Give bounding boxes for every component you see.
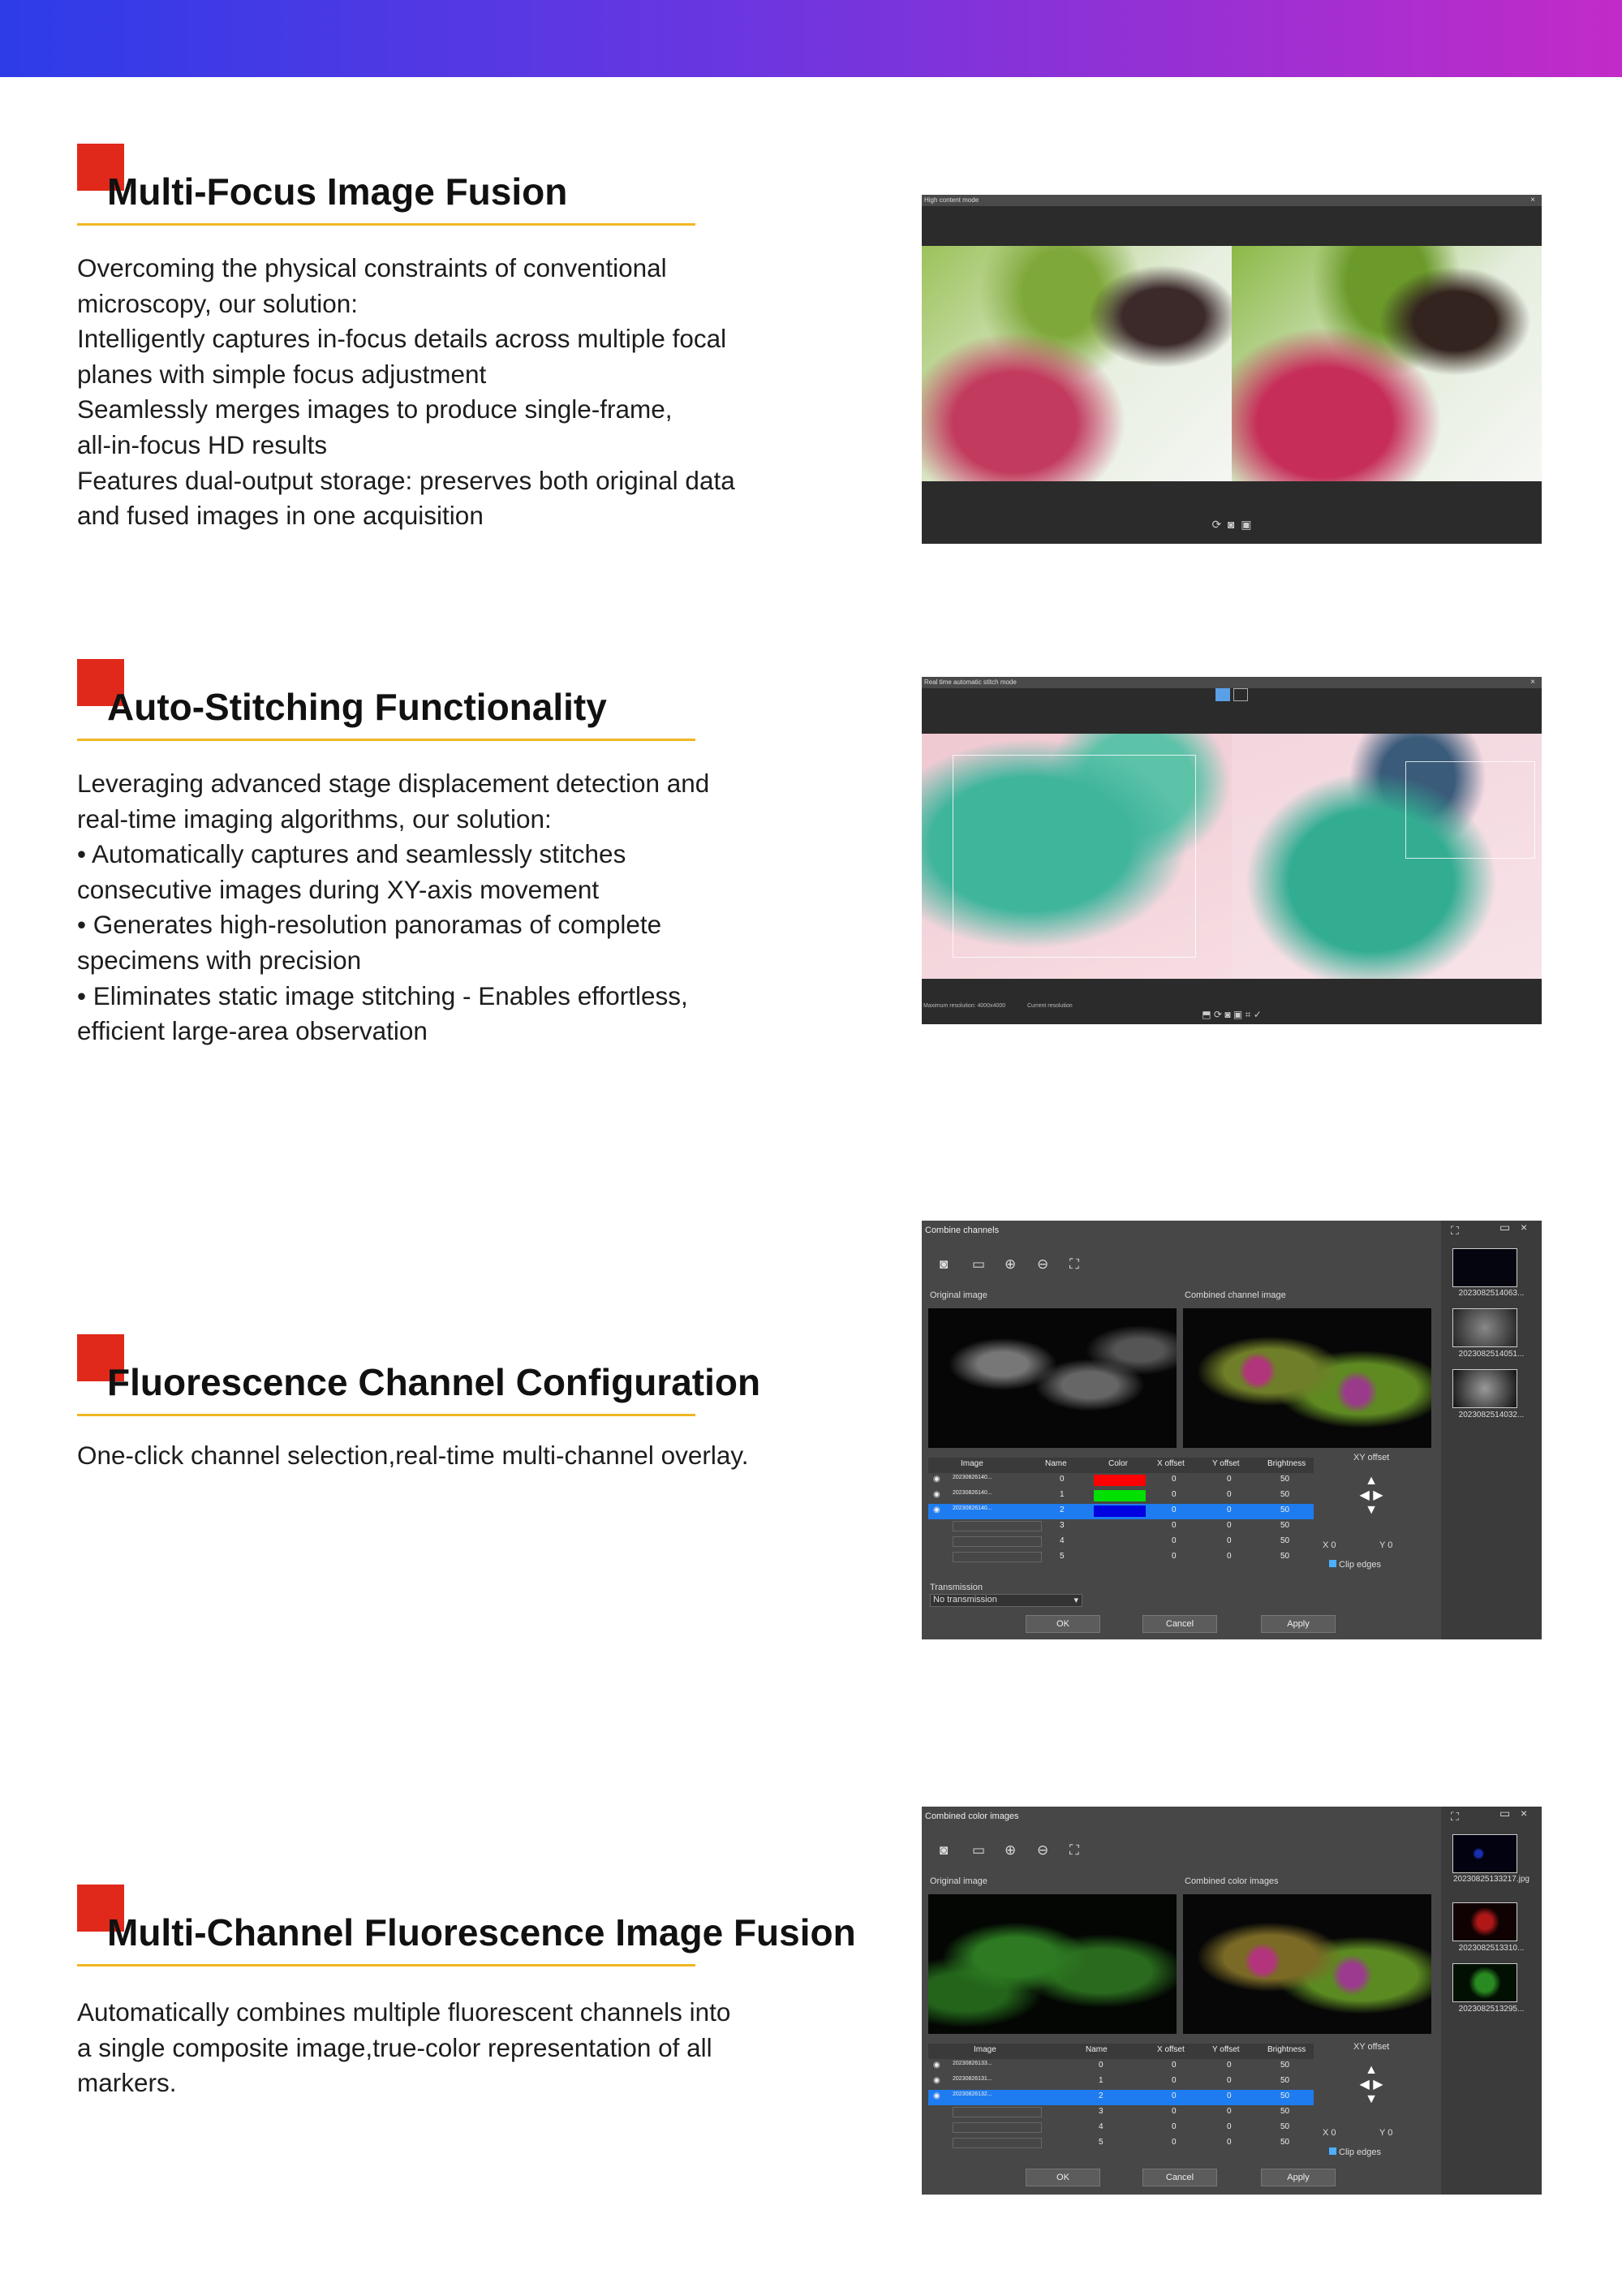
column-header: Brightness — [1267, 2045, 1306, 2054]
combined-image-label: Combined color images — [1185, 1876, 1279, 1886]
body-line: • Generates high-resolution panoramas of complete — [77, 910, 662, 940]
file-select[interactable]: 20230826132... — [953, 2091, 992, 2097]
checkbox-checked-icon — [1329, 1560, 1336, 1567]
thumbnail-label: 2023082514051... — [1458, 1350, 1525, 1359]
section-body — [77, 766, 807, 1049]
resolution-label: Maximum resolution: 4000x4000 — [923, 1003, 1006, 1009]
body-line: • Automatically captures and seamlessly stitches — [77, 839, 626, 869]
heading-underline — [77, 223, 695, 226]
brightness: 50 — [1280, 1475, 1290, 1484]
column-header: Image — [961, 1459, 983, 1468]
body-line: microscopy, our solution: — [77, 288, 359, 318]
column-header: Brightness — [1267, 1459, 1306, 1468]
xy-offset-label: XY offset — [1353, 2042, 1390, 2052]
body-line: real-time imaging algorithms, our solution: — [77, 803, 552, 834]
brightness: 50 — [1280, 1536, 1290, 1545]
stitched-panorama — [1232, 734, 1542, 979]
color-swatch-red[interactable] — [1094, 1475, 1146, 1486]
video-icon[interactable]: ▭ — [972, 1842, 986, 1858]
x-offset: 0 — [1172, 1506, 1177, 1514]
xy-offset-label: XY offset — [1353, 1453, 1390, 1462]
table-row[interactable] — [928, 1473, 1314, 1488]
x-offset: 0 — [1172, 1521, 1177, 1530]
channel-name: 0 — [1060, 1475, 1065, 1484]
body-line: Features dual-output storage: preserves both original data — [77, 465, 735, 495]
section-title: Multi-Focus Image Fusion — [107, 170, 568, 213]
capture-controls — [922, 518, 1542, 532]
body-line: Leveraging advanced stage displacement detection and — [77, 769, 710, 798]
cancel-button[interactable]: Cancel — [1142, 1615, 1217, 1633]
channel-name: 4 — [1060, 1536, 1065, 1545]
body-line: • Eliminates static image stitching - Enables effortless, — [77, 980, 688, 1010]
combine-channels-window — [922, 1221, 1542, 1639]
tissue-live-view — [922, 734, 1232, 979]
y-offset-spinner[interactable]: Y 0 — [1379, 2128, 1393, 2138]
window-title: Combined color images — [925, 1811, 1019, 1821]
combined-channel-image — [1183, 1308, 1431, 1448]
column-header: Y offset — [1212, 2045, 1240, 2054]
maximize-icon[interactable]: ▭ — [1499, 1807, 1511, 1820]
table-row-selected[interactable] — [928, 1504, 1314, 1519]
body-line: specimens with precision — [77, 945, 362, 975]
x-offset-spinner[interactable]: X 0 — [1323, 2128, 1336, 2138]
x-offset: 0 — [1172, 1552, 1177, 1561]
body-line: Overcoming the physical constraints of conventional — [77, 253, 667, 282]
stitch-controls — [922, 1009, 1542, 1021]
file-select[interactable]: 20230826140... — [953, 1506, 992, 1511]
thumbnail-image[interactable] — [1452, 1963, 1517, 2002]
original-image-label: Original image — [930, 1290, 987, 1300]
camera-icon[interactable]: ◙ — [940, 1842, 949, 1858]
channel-name: 2 — [1099, 2091, 1104, 2100]
thumbnail-image[interactable] — [1452, 1834, 1517, 1873]
crop-icon[interactable]: ⌗ — [1245, 1009, 1251, 1020]
y-offset: 0 — [1227, 1536, 1232, 1545]
section-title: Auto-Stitching Functionality — [107, 686, 607, 728]
column-header: X offset — [1157, 2045, 1185, 2054]
thumbnail-label: 2023082513295... — [1458, 2005, 1525, 2014]
window-title: High content mode — [924, 196, 979, 204]
thumbnail-image[interactable] — [1452, 1369, 1517, 1408]
auto-stitch-screenshot — [922, 677, 1542, 1024]
current-resolution-label: Current resolution — [1027, 1003, 1073, 1009]
channel-name: 4 — [1099, 2122, 1104, 2131]
clip-edges-checkbox[interactable] — [1329, 1560, 1381, 1570]
y-offset: 0 — [1227, 2107, 1232, 2116]
body-line: Seamlessly merges images to produce single-frame, — [77, 394, 673, 424]
top-gradient-banner — [0, 0, 1622, 77]
refresh-icon[interactable]: ⟳ — [1213, 1009, 1222, 1020]
xy-arrow-pad[interactable]: ▲ ◀ ▶ ▼ — [1359, 1474, 1383, 1517]
combined-color-window — [922, 1807, 1542, 2195]
table-row[interactable] — [928, 1535, 1314, 1550]
eye-icon[interactable]: ◉ — [933, 1506, 940, 1514]
transmission-value: No transmission — [933, 1595, 997, 1605]
maximize-icon[interactable]: ▭ — [1499, 1221, 1511, 1234]
check-icon[interactable]: ✓ — [1253, 1009, 1262, 1020]
zoom-out-icon[interactable]: ⊖ — [1037, 1842, 1049, 1858]
y-offset: 0 — [1227, 1521, 1232, 1530]
file-select[interactable] — [953, 2122, 1042, 2133]
file-select[interactable] — [953, 1521, 1042, 1531]
file-select[interactable] — [953, 1552, 1042, 1562]
transmission-label: Transmission — [930, 1583, 983, 1592]
eye-icon[interactable]: ◉ — [933, 2091, 940, 2100]
combined-color-image — [1183, 1894, 1431, 2034]
column-header: Color — [1108, 1459, 1128, 1468]
refresh-icon[interactable]: ⟳ — [1211, 518, 1222, 531]
channel-name: 2 — [1060, 1506, 1065, 1514]
x-offset: 0 — [1172, 2091, 1177, 2100]
x-offset: 0 — [1172, 2138, 1177, 2147]
y-offset: 0 — [1227, 1490, 1232, 1499]
table-row[interactable] — [928, 1488, 1314, 1504]
color-swatch-green[interactable] — [1094, 1490, 1146, 1501]
eye-icon[interactable]: ◉ — [933, 2076, 940, 2085]
focus-fusion-screenshot — [922, 195, 1542, 544]
body-line: efficient large-area observation — [77, 1016, 428, 1046]
x-offset: 0 — [1172, 2122, 1177, 2131]
body-line: planes with simple focus adjustment — [77, 359, 487, 389]
zoom-in-icon[interactable]: ⊕ — [1005, 1842, 1017, 1858]
channel-name: 1 — [1060, 1490, 1065, 1499]
window-titlebar — [922, 677, 1542, 688]
x-offset: 0 — [1172, 2061, 1177, 2070]
file-select[interactable]: 20230826133... — [953, 2061, 992, 2066]
table-row[interactable] — [928, 2074, 1314, 2090]
channel-name: 5 — [1060, 1552, 1065, 1561]
body-line: Automatically combines multiple fluorescent channels into — [77, 1997, 731, 2027]
brightness: 50 — [1280, 1552, 1290, 1561]
close-icon[interactable]: × — [1530, 678, 1535, 687]
original-channel-image — [928, 1308, 1177, 1448]
image-icon[interactable]: ▣ — [1241, 518, 1252, 531]
section-title: Fluorescence Channel Configuration — [107, 1361, 761, 1403]
body-line: and fused images in one acquisition — [77, 501, 484, 531]
table-row[interactable] — [928, 1550, 1314, 1566]
eye-icon[interactable]: ◉ — [933, 1490, 940, 1499]
brightness: 50 — [1280, 2122, 1290, 2131]
x-offset: 0 — [1172, 1490, 1177, 1499]
y-offset-spinner[interactable]: Y 0 — [1379, 1540, 1393, 1550]
transmission-select[interactable] — [930, 1594, 1082, 1607]
thumbnail-label: 2023082513310... — [1458, 1944, 1525, 1953]
window-titlebar — [922, 195, 1542, 206]
close-icon[interactable]: × — [1530, 196, 1535, 205]
gallery-icon[interactable]: ⛶ — [1451, 1224, 1459, 1237]
channel-name: 0 — [1099, 2061, 1104, 2070]
table-header — [928, 2044, 1314, 2059]
x-offset: 0 — [1172, 2107, 1177, 2116]
y-offset: 0 — [1227, 2138, 1232, 2147]
column-header: X offset — [1157, 1459, 1185, 1468]
x-offset: 0 — [1172, 1475, 1177, 1484]
body-line: Intelligently captures in-focus details across multiple focal — [77, 324, 727, 354]
xy-arrow-pad[interactable]: ▲ ◀ ▶ ▼ — [1359, 2063, 1383, 2106]
channel-name: 5 — [1099, 2138, 1104, 2147]
capture-frame — [1405, 761, 1535, 859]
column-header: Y offset — [1212, 1459, 1240, 1468]
channel-name: 3 — [1060, 1521, 1065, 1530]
eye-icon[interactable]: ◉ — [933, 1475, 940, 1484]
channel-table — [928, 1458, 1314, 1563]
thumbnail-sidebar — [1441, 1221, 1542, 1639]
file-select[interactable] — [953, 1536, 1042, 1547]
zoom-out-icon[interactable]: ⊖ — [1037, 1256, 1049, 1272]
thumbnail-image[interactable] — [1452, 1308, 1517, 1347]
flower-fused-image — [1232, 246, 1542, 481]
y-offset: 0 — [1227, 1475, 1232, 1484]
file-select[interactable]: 20230826131... — [953, 2076, 992, 2082]
zoom-in-icon[interactable]: ⊕ — [1005, 1256, 1017, 1272]
section-title: Multi-Channel Fluorescence Image Fusion — [107, 1911, 856, 1954]
section-body — [77, 251, 807, 534]
brightness: 50 — [1280, 1506, 1290, 1514]
x-offset: 0 — [1172, 2076, 1177, 2085]
y-offset: 0 — [1227, 1552, 1232, 1561]
brightness: 50 — [1280, 2076, 1290, 2085]
original-color-image — [928, 1894, 1177, 2034]
thumbnail-label: 20230825133217.jpg — [1453, 1875, 1529, 1884]
heading-underline — [77, 739, 695, 741]
close-icon[interactable]: × — [1521, 1807, 1528, 1820]
ok-button[interactable]: OK — [1026, 1615, 1100, 1633]
window-title: Combine channels — [925, 1226, 1000, 1235]
body-line: consecutive images during XY-axis movement — [77, 874, 600, 904]
thumbnail-sidebar — [1441, 1807, 1542, 2195]
clip-edges-checkbox[interactable] — [1329, 2147, 1381, 2157]
body-line: One-click channel selection,real-time multi-channel overlay. — [77, 1441, 749, 1470]
x-offset: 0 — [1172, 1536, 1177, 1545]
color-swatch-blue[interactable] — [1094, 1506, 1146, 1517]
flower-original-image — [922, 246, 1232, 481]
brightness: 50 — [1280, 2061, 1290, 2070]
camera-icon[interactable]: ◙ — [1224, 1009, 1231, 1020]
chevron-down-icon: ▾ — [1073, 1596, 1078, 1605]
ok-button[interactable]: OK — [1026, 2169, 1100, 2186]
table-row-selected[interactable] — [928, 2090, 1314, 2105]
table-row[interactable] — [928, 2121, 1314, 2136]
section-body — [77, 1995, 807, 2101]
brightness: 50 — [1280, 2091, 1290, 2100]
file-select[interactable]: 20230826140... — [953, 1475, 992, 1480]
column-header: Image — [974, 2045, 996, 2054]
channel-name: 1 — [1099, 2076, 1104, 2085]
camera-icon[interactable]: ◙ — [940, 1256, 949, 1272]
thumbnail-label: 2023082514063... — [1458, 1289, 1525, 1298]
body-line: a single composite image,true-color representation of all — [77, 2032, 712, 2062]
original-image-label: Original image — [930, 1876, 987, 1886]
column-header: Name — [1086, 2045, 1108, 2054]
single-view-icon[interactable] — [1215, 688, 1230, 701]
x-offset-spinner[interactable]: X 0 — [1323, 1540, 1336, 1550]
eye-icon[interactable]: ◉ — [933, 2061, 940, 2070]
fit-screen-icon[interactable]: ⛶ — [1069, 1842, 1079, 1858]
apply-button[interactable]: Apply — [1261, 2169, 1336, 2186]
close-icon[interactable]: × — [1521, 1221, 1528, 1234]
clip-edges-label: Clip edges — [1339, 1560, 1381, 1570]
split-view-icon[interactable] — [1233, 688, 1248, 701]
channel-table — [928, 2044, 1314, 2149]
heading-underline — [77, 1414, 695, 1416]
file-select[interactable] — [953, 2138, 1042, 2148]
section-body — [77, 1438, 807, 1474]
heading-underline — [77, 1964, 695, 1966]
apply-button[interactable]: Apply — [1261, 1615, 1336, 1633]
table-row[interactable] — [928, 2059, 1314, 2074]
body-line: markers. — [77, 2068, 177, 2098]
clip-edges-label: Clip edges — [1339, 2147, 1381, 2157]
y-offset: 0 — [1227, 2091, 1232, 2100]
y-offset: 0 — [1227, 2122, 1232, 2131]
table-row[interactable] — [928, 1519, 1314, 1535]
column-header: Name — [1045, 1459, 1067, 1468]
y-offset: 0 — [1227, 2061, 1232, 2070]
table-header — [928, 1458, 1314, 1473]
capture-frame — [953, 755, 1196, 958]
thumbnail-label: 2023082514032... — [1458, 1411, 1525, 1419]
thumbnail-image[interactable] — [1452, 1248, 1517, 1287]
brightness: 50 — [1280, 1490, 1290, 1499]
file-select[interactable]: 20230826140... — [953, 1490, 992, 1496]
video-icon[interactable]: ▭ — [972, 1256, 986, 1272]
brightness: 50 — [1280, 2107, 1290, 2116]
file-select[interactable] — [953, 2107, 1042, 2117]
gallery-icon[interactable]: ⛶ — [1451, 1810, 1459, 1823]
y-offset: 0 — [1227, 2076, 1232, 2085]
brightness: 50 — [1280, 2138, 1290, 2147]
image-icon[interactable]: ▣ — [1233, 1009, 1243, 1020]
thumbnail-image[interactable] — [1452, 1902, 1517, 1941]
fit-screen-icon[interactable]: ⛶ — [1069, 1256, 1079, 1272]
brightness: 50 — [1280, 1521, 1290, 1530]
table-row[interactable] — [928, 2105, 1314, 2121]
body-line: all-in-focus HD results — [77, 429, 328, 459]
combined-image-label: Combined channel image — [1185, 1290, 1286, 1300]
save-icon[interactable]: ⬒ — [1202, 1009, 1211, 1020]
checkbox-checked-icon — [1329, 2147, 1336, 2155]
cancel-button[interactable]: Cancel — [1142, 2169, 1217, 2186]
window-title: Real time automatic stitch mode — [924, 678, 1017, 686]
channel-name: 3 — [1099, 2107, 1104, 2116]
table-row[interactable] — [928, 2136, 1314, 2152]
y-offset: 0 — [1227, 1506, 1232, 1514]
camera-icon[interactable]: ◙ — [1228, 518, 1235, 531]
